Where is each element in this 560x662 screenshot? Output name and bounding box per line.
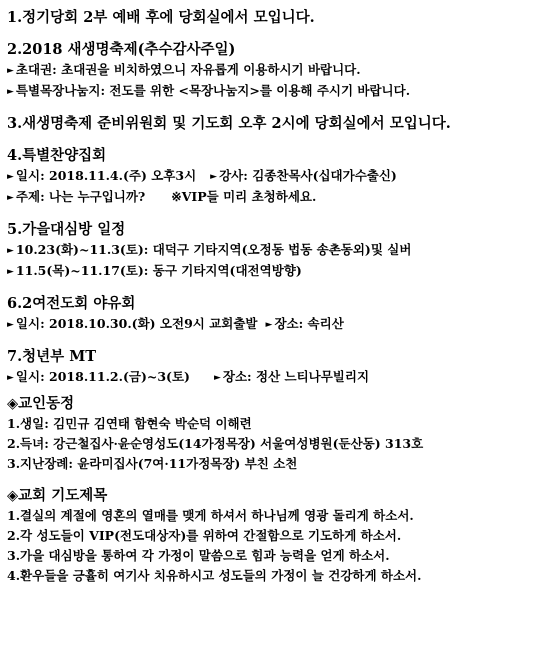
arrow-bullet-icon: ► — [7, 267, 14, 277]
notice-2-title: 2.2018 새생명축제(추수감사주일) — [7, 41, 236, 58]
notice-1: 1.정기당회 2부 예배 후에 당회실에서 모입니다. — [7, 9, 315, 26]
notice-3: 3.새생명축제 준비위원회 및 기도회 오후 2시에 당회실에서 모입니다. — [7, 115, 451, 132]
notice-4-line-2: ► 주제: 나는 누구입니까? ※VIP들 미리 초청하세요. — [7, 187, 554, 208]
notice-7-title: 7.청년부 MT — [7, 348, 97, 365]
notice-5-line-2: ► 11.5(목)~11.17(토): 동구 기타지역(대전역방향) — [7, 261, 554, 282]
prayer-line-3: 3.가을 대심방을 통하여 각 가정이 말씀으로 힘과 능력을 얻게 하소서. — [7, 548, 390, 563]
arrow-bullet-icon: ► — [265, 320, 273, 330]
notice-7-line-1: ► 일시: 2018.11.2.(금)~3(토) ► 장소: 정산 느티나무빌리지 — [7, 367, 554, 388]
prayer-line-2: 2.각 성도들이 VIP(전도대상자)를 위하여 간절함으로 기도하게 하소서. — [7, 528, 402, 543]
notice-5-line-1: ► 10.23(화)~11.3(토): 대덕구 기타지역(오정동 법동 송촌동외)및 실버 — [7, 240, 554, 261]
notice-6-title: 6.2여전도회 야유회 — [7, 295, 136, 312]
notice-2-line-2: ► 특별목장나눔지: 전도를 위한 <목장나눔지>를 이용해 주시기 바랍니다. — [7, 81, 554, 102]
notice-4-line-1: ► 일시: 2018.11.4.(주) 오후3시 ► 강사: 김종찬목사(십대가수출신) — [7, 166, 554, 187]
arrow-bullet-icon: ► — [7, 320, 14, 330]
arrow-bullet-icon: ► — [7, 87, 14, 97]
arrow-bullet-icon: ► — [7, 193, 14, 203]
arrow-bullet-icon: ► — [7, 373, 14, 383]
notice-4-title: 4.특별찬양집회 — [7, 147, 107, 164]
arrow-bullet-icon: ► — [7, 66, 14, 76]
prayer-line-1: 1.결실의 계절에 영혼의 열매를 맺게 하셔서 하나님께 영광 돌리게 하소서. — [7, 508, 414, 523]
notice-6-line-1: ► 일시: 2018.10.30.(화) 오전9시 교회출발 ► 장소: 속리산 — [7, 314, 554, 335]
member-news-line-2: 2.득녀: 강근철집사·윤순영성도(14가정목장) 서울여성병원(둔산동) 313호 — [7, 436, 424, 451]
arrow-bullet-icon: ► — [213, 373, 221, 383]
arrow-bullet-icon: ► — [210, 172, 218, 182]
notice-2-line-1: ► 초대권: 초대권을 비치하였으니 자유롭게 이용하시기 바랍니다. — [7, 60, 554, 81]
member-news-line-3: 3.지난장례: 윤라미집사(7여·11가정목장) 부친 소천 — [7, 456, 298, 471]
arrow-bullet-icon: ► — [7, 172, 14, 182]
prayer-title: ◈교회 기도제목 — [7, 487, 108, 504]
prayer-line-4: 4.환우들을 긍휼히 여기사 치유하시고 성도들의 가정이 늘 건강하게 하소서. — [7, 568, 422, 583]
member-news-line-1: 1.생일: 김민규 김연태 함현숙 박순덕 이해련 — [7, 416, 252, 431]
notice-5-title: 5.가을대심방 일정 — [7, 221, 126, 238]
arrow-bullet-icon: ► — [7, 246, 14, 256]
member-news-title: ◈교인동정 — [7, 395, 75, 412]
